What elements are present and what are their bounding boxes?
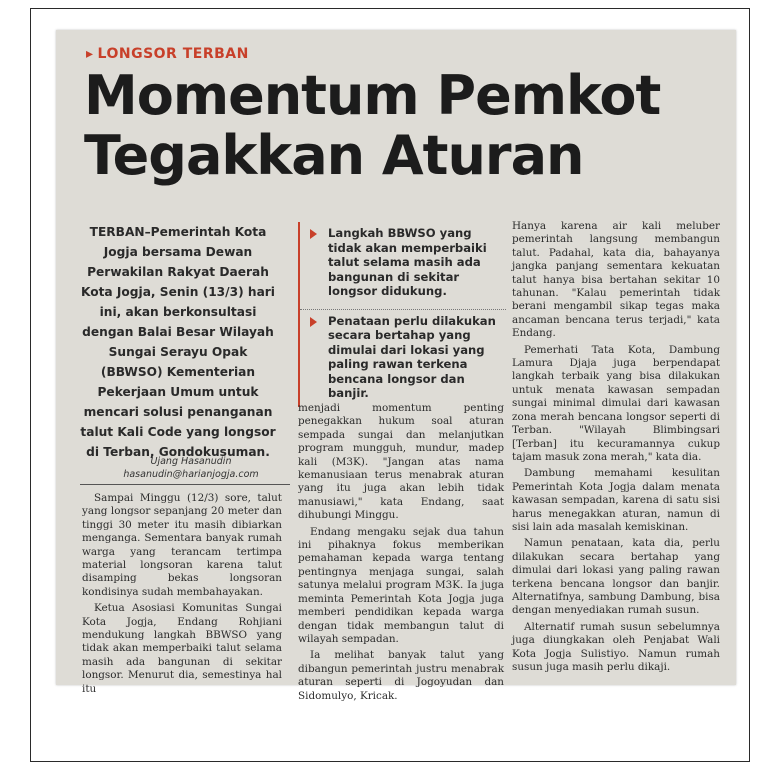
lead-paragraph: TERBAN–Pemerintah Kota Jogja bersama Dewan Perwakilan Rakyat Daerah Kota Jogja, Senin (13/3) hari ini, akan berkonsultasi dengan Balai Besar Wilayah Sungai Serayu Opak (BBWSO) Kementerian Pekerjaan Umum untuk mencari solusi penanganan talut Kali Code yang longsor di Terban, Gondokusuman. — [80, 225, 276, 459]
article-paragraph: Ia melihat banyak talut yang dibangun pemerintah justru menabrak aturan seperti di Jogoyudan dan Sidomulyo, Kricak. — [298, 649, 504, 702]
article-paragraph: Namun penataan, kata dia, perlu dilakukan secara bertahap yang dimulai dari lokasi yang paling rawan terkena bencana longsor dan banjir. Alternatifnya, sambung Dambung, bisa dengan menyediakan rumah susun. — [512, 537, 720, 617]
article-paragraph: Dambung memahami kesulitan Pemerintah Kota Jogja dalam menata kawasan sempadan, karena di satu sisi harus menegakkan aturan, namun di sisi lain ada masalah kemiskinan. — [512, 467, 720, 533]
article-column-2 — [298, 402, 504, 706]
byline-email: hasanudin@harianjogja.com — [123, 469, 259, 480]
triangle-bullet-icon — [310, 317, 317, 327]
pullquote-text: Langkah BBWSO yang tidak akan memperbaiki talut selama masih ada bangunan di sekitar longsor didukung. — [328, 226, 487, 298]
article-paragraph: Alternatif rumah susun sebelumnya juga diungkakan oleh Penjabat Wali Kota Jogja Sulistiyo. Namun rumah susun juga masih perlu dikaji. — [512, 620, 720, 673]
byline-author: Ujang Hasanudin — [150, 456, 232, 467]
pullquote — [300, 222, 506, 305]
pullquote-box — [298, 222, 506, 407]
article-paragraph: Hanya karena air kali meluber pemerintah langsung membangun talut. Padahal, kata dia, bahayanya jangka panjang sementara kekuatan talut hanya bisa bertahan sekitar 10 tahunan. "Kalau pemerintah tidak berani mengambil sikap tegas maka ancaman bencana terus terjadi," kata Endang. — [512, 220, 720, 340]
article-paragraph: Pemerhati Tata Kota, Dambung Lamura Djaja juga berpendapat langkah terbaik yang bisa dilakukan untuk menata kawasan sempadan sungai minimal dimulai dari kawasan zona merah bencana longsor seperti di Terban. "Wilayah Blimbingsari [Terban] itu kecuramannya cukup tajam masuk zona merah," kata dia. — [512, 343, 720, 463]
article-paragraph: Sampai Minggu (12/3) sore, talut yang longsor sepanjang 20 meter dan tinggi 30 meter itu masih dibiarkan menganga. Sementara banyak rumah warga yang terancam tertimpa material longsoran karena talut disamping bekas longsoran kondisinya sudah membahayakan. — [82, 492, 282, 598]
byline-divider — [80, 484, 290, 485]
pullquote — [300, 309, 506, 407]
triangle-bullet-icon — [310, 229, 317, 239]
kicker-arrow-icon: ▸ — [86, 46, 94, 62]
article-column-1 — [82, 492, 282, 699]
article-paragraph: Ketua Asosiasi Komunitas Sungai Kota Jogja, Endang Rohjiani mendukung langkah BBWSO yang tidak akan memperbaiki talut selama masih ada bangunan di sekitar longsor. Menurut dia, semestinya hal itu — [82, 602, 282, 695]
section-kicker — [86, 46, 249, 62]
pullquote-text: Penataan perlu dilakukan secara bertahap yang dimulai dari lokasi yang paling rawan terkena bencana longsor dan banjir. — [328, 313, 496, 400]
kicker-label: LONGSOR TERBAN — [97, 46, 249, 62]
article-paragraph: menjadi momentum penting penegakkan hukum soal aturan sempada sungai dan melanjutkan program mungguh, mundur, madep kali (M3K). "Jangan atas nama kemanusiaan terus menabrak aturan yang itu juga akan lebih tidak manusiawi," kata Endang, saat dihubungi Minggu. — [298, 402, 504, 522]
article-paragraph: Endang mengaku sejak dua tahun ini pihaknya fokus memberikan pemahaman kepada warga tentang pentingnya menjaga sungai, salah satunya melalui program M3K. Ia juga meminta Pemerintah Kota Jogja juga memberi pendidikan kepada warga dengan tidak membangun talut di wilayah sempadan. — [298, 525, 504, 645]
headline: Momentum Pemkot Tegakkan Aturan — [84, 64, 661, 187]
byline — [96, 455, 286, 481]
article-column-3 — [512, 220, 720, 677]
